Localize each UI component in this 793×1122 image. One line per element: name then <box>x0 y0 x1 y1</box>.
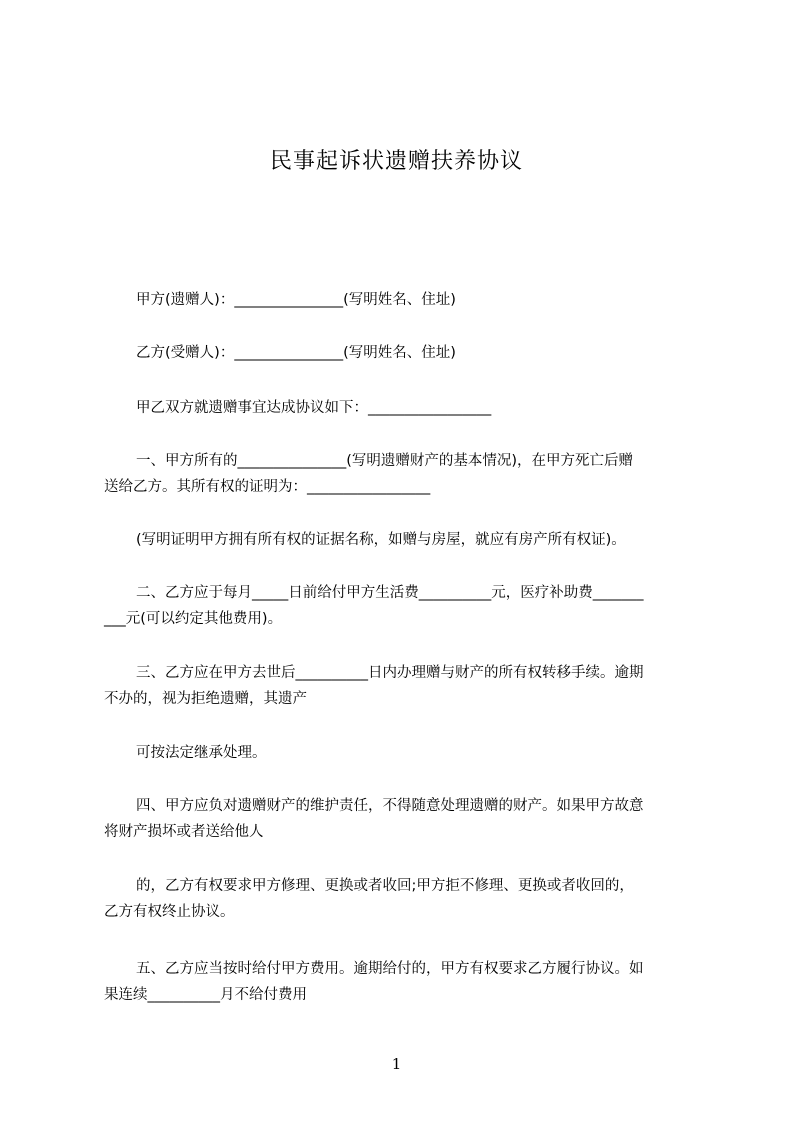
party-b-paragraph <box>104 340 702 366</box>
paragraph-line: 二、乙方应于每月_____日前给付甲方生活费__________元，医疗补助费_______ <box>136 585 644 601</box>
clause-four-paragraph <box>104 793 702 845</box>
paragraph-line: 四、甲方应负对遗赠财产的维护责任，不得随意处理遗赠的财产。如果甲方故意 <box>136 798 644 814</box>
clause-one-note-paragraph <box>104 527 702 553</box>
paragraph-line: 不办的，视为拒绝遗赠，其遗产 <box>104 691 307 707</box>
paragraph-line: 果连续__________月不给付费用 <box>104 987 307 1003</box>
clause-five-paragraph <box>104 956 702 1008</box>
clause-three-paragraph <box>104 660 702 712</box>
clause-three-continued-paragraph <box>104 740 702 766</box>
agreement-intro-paragraph <box>104 395 702 421</box>
clause-one-paragraph <box>104 448 702 500</box>
paragraph-line: 的，乙方有权要求甲方修理、更换或者收回;甲方拒不修理、更换或者收回的， <box>136 878 634 894</box>
paragraph-line: 将财产损坏或者送给他人 <box>104 824 264 840</box>
paragraph-line: 乙方有权终止协议。 <box>104 904 235 920</box>
paragraph-line: ___元(可以约定其他费用)。 <box>104 611 283 627</box>
paragraph-line: 三、乙方应在甲方去世后__________日内办理赠与财产的所有权转移手续。逾期 <box>136 665 644 681</box>
paragraph-line: 甲乙双方就遗赠事宜达成协议如下：_________________ <box>136 400 492 416</box>
paragraph-line: 乙方(受赠人)：_______________(写明姓名、住址) <box>136 345 456 361</box>
paragraph-line: 甲方(遗赠人)：_______________(写明姓名、住址) <box>136 292 456 308</box>
clause-four-continued-paragraph <box>104 873 702 925</box>
clause-two-paragraph <box>104 580 702 632</box>
page-number: 1 <box>391 1055 402 1073</box>
document-title: 民事起诉状遗赠扶养协议 <box>269 149 523 174</box>
paragraph-line: 可按法定继承处理。 <box>136 745 267 761</box>
paragraph-line: 五、乙方应当按时给付甲方费用。逾期给付的，甲方有权要求乙方履行协议。如 <box>136 961 644 977</box>
paragraph-line: (写明证明甲方拥有所有权的证据名称，如赠与房屋，就应有房产所有权证)。 <box>136 532 626 548</box>
paragraph-line: 送给乙方。其所有权的证明为：_________________ <box>104 479 431 495</box>
party-a-paragraph <box>104 287 702 313</box>
paragraph-line: 一、甲方所有的_______________(写明遗赠财产的基本情况)，在甲方死亡后赠 <box>136 453 634 469</box>
